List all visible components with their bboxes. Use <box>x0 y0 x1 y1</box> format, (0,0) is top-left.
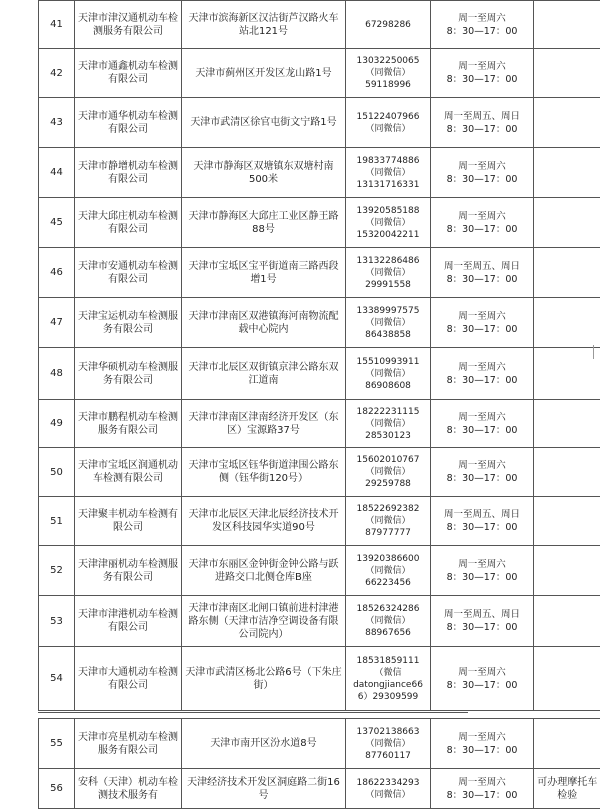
hours-line: 8：30—17：00 <box>434 744 530 757</box>
hours-line: 周一至周六 <box>434 12 530 25</box>
table-row <box>39 298 600 348</box>
station-phone <box>346 546 431 596</box>
page-break-line <box>38 712 468 713</box>
remark <box>534 348 600 400</box>
table-row <box>39 148 600 198</box>
station-address: 天津市滨海新区汉沽街芦汉路火车站北121号 <box>182 1 346 49</box>
hours-line: 周一至周六 <box>434 731 530 744</box>
station-name: 天津市宝坻区润通机动车检测有限公司 <box>75 448 182 497</box>
remark <box>534 497 600 546</box>
remark: 可办理摩托车检验 <box>534 769 600 809</box>
hours-line: 周一至周五、周日 <box>434 110 530 123</box>
table-row <box>39 596 600 647</box>
hours-line: 周一至周五、周日 <box>434 608 530 621</box>
phone-line: （同微信） <box>349 317 427 329</box>
station-table <box>38 0 600 711</box>
phone-line: （同微信） <box>349 466 427 478</box>
phone-line: 18531859111 <box>349 655 427 667</box>
phone-line: 87760117 <box>349 750 427 762</box>
row-number: 44 <box>39 148 75 198</box>
table-row <box>39 248 600 298</box>
hours-line: 8：30—17：00 <box>434 789 530 802</box>
station-address: 天津市武清区杨北公路6号（下朱庄街） <box>182 647 346 711</box>
station-name: 天津市津汉通机动车检测服务有限公司 <box>75 1 182 49</box>
station-address: 天津经济技术开发区洞庭路二街16号 <box>182 769 346 809</box>
hours-line: 周一至周五、周日 <box>434 260 530 273</box>
remark <box>534 298 600 348</box>
station-address: 天津市津南区双港镇海河南物流配载中心院内 <box>182 298 346 348</box>
business-hours <box>431 198 534 248</box>
row-number: 49 <box>39 400 75 448</box>
remark <box>534 546 600 596</box>
station-phone <box>346 49 431 98</box>
phone-line: 19833774886 <box>349 155 427 167</box>
row-number: 46 <box>39 248 75 298</box>
business-hours <box>431 647 534 711</box>
phone-line: （微信 <box>349 667 427 679</box>
remark <box>534 719 600 769</box>
hours-line: 周一至周六 <box>434 459 530 472</box>
business-hours <box>431 546 534 596</box>
phone-line: （同微信） <box>349 418 427 430</box>
table-row <box>39 546 600 596</box>
inspection-station-table-top <box>38 0 600 711</box>
business-hours <box>431 596 534 647</box>
table-row <box>39 1 600 49</box>
hours-line: 周一至周六 <box>434 310 530 323</box>
remark <box>534 98 600 148</box>
table-row <box>39 400 600 448</box>
hours-line: 周一至周六 <box>434 160 530 173</box>
hours-line: 周一至周六 <box>434 411 530 424</box>
station-address: 天津市静海区双塘镇东双塘村南500米 <box>182 148 346 198</box>
remark <box>534 148 600 198</box>
station-address: 天津市津南区北闸口镇前进村津港路东侧（天津市洁净空调设备有限公司院内） <box>182 596 346 647</box>
phone-line: （同微信） <box>349 738 427 750</box>
remark <box>534 1 600 49</box>
business-hours <box>431 400 534 448</box>
hours-line: 8：30—17：00 <box>434 424 530 437</box>
table-row <box>39 348 600 400</box>
station-name: 天津市亮星机动车检测服务有限公司 <box>75 719 182 769</box>
station-table-continued <box>38 718 600 809</box>
station-name: 天津聚丰机动车检测有限公司 <box>75 497 182 546</box>
phone-line: 18222231115 <box>349 406 427 418</box>
phone-line: （同微信） <box>349 267 427 279</box>
station-phone <box>346 400 431 448</box>
station-name: 安科（天津）机动车检测技术服务有 <box>75 769 182 809</box>
row-number: 55 <box>39 719 75 769</box>
hours-line: 周一至周六 <box>434 776 530 789</box>
phone-line: （同微信） <box>349 67 427 79</box>
phone-line: 18522692382 <box>349 503 427 515</box>
station-phone <box>346 647 431 711</box>
business-hours <box>431 448 534 497</box>
table-row <box>39 647 600 711</box>
row-number: 48 <box>39 348 75 400</box>
phone-line: 59118996 <box>349 79 427 91</box>
remark <box>534 198 600 248</box>
station-phone <box>346 348 431 400</box>
phone-line: 15510993911 <box>349 356 427 368</box>
phone-line: 13389997575 <box>349 305 427 317</box>
station-name: 天津大邱庄机动车检测有限公司 <box>75 198 182 248</box>
hours-line: 8：30—17：00 <box>434 173 530 186</box>
station-address: 天津市津南区津南经济开发区（东区）宝源路37号 <box>182 400 346 448</box>
station-address: 天津市静海区大邱庄工业区静王路88号 <box>182 198 346 248</box>
station-address: 天津市北辰区双街镇京津公路东双江道南 <box>182 348 346 400</box>
business-hours <box>431 769 534 809</box>
remark <box>534 400 600 448</box>
row-number: 54 <box>39 647 75 711</box>
phone-line: （同微信） <box>349 368 427 380</box>
phone-line: datongjiance66 <box>349 679 427 691</box>
hours-line: 周一至周六 <box>434 666 530 679</box>
station-name: 天津市鹏程机动车检测服务有限公司 <box>75 400 182 448</box>
remark <box>534 596 600 647</box>
row-number: 52 <box>39 546 75 596</box>
station-phone <box>346 1 431 49</box>
hours-line: 8：30—17：00 <box>434 521 530 534</box>
station-phone <box>346 769 431 809</box>
phone-line: （同微信） <box>349 615 427 627</box>
remark <box>534 647 600 711</box>
phone-line: 13920386600 <box>349 553 427 565</box>
station-name: 天津市静增机动车检测有限公司 <box>75 148 182 198</box>
business-hours <box>431 298 534 348</box>
row-number: 56 <box>39 769 75 809</box>
row-number: 53 <box>39 596 75 647</box>
business-hours <box>431 248 534 298</box>
hours-line: 8：30—17：00 <box>434 123 530 136</box>
station-name: 天津市安通机动车检测有限公司 <box>75 248 182 298</box>
row-number: 45 <box>39 198 75 248</box>
hours-line: 周一至周六 <box>434 361 530 374</box>
business-hours <box>431 348 534 400</box>
station-phone <box>346 719 431 769</box>
hours-line: 8：30—17：00 <box>434 25 530 38</box>
table-row <box>39 448 600 497</box>
hours-line: 周一至周六 <box>434 558 530 571</box>
station-name: 天津津丽机动车检测服务有限公司 <box>75 546 182 596</box>
phone-line: （同微信） <box>349 167 427 179</box>
scroll-edge-marker <box>593 345 600 359</box>
phone-line: （同微信） <box>349 123 427 135</box>
phone-line: 18526324286 <box>349 603 427 615</box>
station-address: 天津市宝坻区宝平街道南三路西段增1号 <box>182 248 346 298</box>
station-phone <box>346 248 431 298</box>
business-hours <box>431 719 534 769</box>
phone-line: 15122407966 <box>349 111 427 123</box>
row-number: 51 <box>39 497 75 546</box>
station-phone <box>346 448 431 497</box>
phone-line: 28530123 <box>349 430 427 442</box>
table-row <box>39 769 600 809</box>
station-name: 天津市津港机动车检测有限公司 <box>75 596 182 647</box>
table-row <box>39 98 600 148</box>
hours-line: 周一至周六 <box>434 60 530 73</box>
table-row <box>39 198 600 248</box>
station-phone <box>346 198 431 248</box>
hours-line: 8：30—17：00 <box>434 679 530 692</box>
phone-line: 13920585188 <box>349 205 427 217</box>
hours-line: 8：30—17：00 <box>434 323 530 336</box>
station-address: 天津市武清区徐官屯街文宁路1号 <box>182 98 346 148</box>
table-row <box>39 49 600 98</box>
business-hours <box>431 148 534 198</box>
phone-line: 86908608 <box>349 380 427 392</box>
station-name: 天津宝运机动车检测服务有限公司 <box>75 298 182 348</box>
station-address: 天津市北辰区天津北辰经济技术开发区科技园华实道90号 <box>182 497 346 546</box>
hours-line: 8：30—17：00 <box>434 73 530 86</box>
business-hours <box>431 98 534 148</box>
phone-line: 15320042211 <box>349 229 427 241</box>
phone-line: 29991558 <box>349 279 427 291</box>
inspection-station-table-bottom <box>38 718 600 809</box>
station-address: 天津市蓟州区开发区龙山路1号 <box>182 49 346 98</box>
phone-line: 88967656 <box>349 627 427 639</box>
phone-line: 15602010767 <box>349 454 427 466</box>
row-number: 47 <box>39 298 75 348</box>
hours-line: 8：30—17：00 <box>434 374 530 387</box>
hours-line: 8：30—17：00 <box>434 472 530 485</box>
station-name: 天津市大通机动车检测有限公司 <box>75 647 182 711</box>
row-number: 43 <box>39 98 75 148</box>
table-row <box>39 497 600 546</box>
business-hours <box>431 49 534 98</box>
row-number: 50 <box>39 448 75 497</box>
business-hours <box>431 497 534 546</box>
phone-line: （同微信） <box>349 515 427 527</box>
business-hours <box>431 1 534 49</box>
phone-line: 87977777 <box>349 527 427 539</box>
phone-line: （同微信） <box>349 789 427 801</box>
hours-line: 周一至周六 <box>434 210 530 223</box>
hours-line: 8：30—17：00 <box>434 571 530 584</box>
hours-line: 8：30—17：00 <box>434 273 530 286</box>
phone-line: 67298286 <box>349 19 427 31</box>
station-address: 天津市宝坻区钰华街道津围公路东侧（钰华街120号） <box>182 448 346 497</box>
phone-line: （同微信） <box>349 217 427 229</box>
station-name: 天津市通鑫机动车检测有限公司 <box>75 49 182 98</box>
station-phone <box>346 497 431 546</box>
station-name: 天津市通华机动车检测有限公司 <box>75 98 182 148</box>
table-row <box>39 719 600 769</box>
phone-line: 6）29309599 <box>349 691 427 703</box>
phone-line: 18622334293 <box>349 777 427 789</box>
hours-line: 8：30—17：00 <box>434 223 530 236</box>
phone-line: 13131716331 <box>349 179 427 191</box>
row-number: 41 <box>39 1 75 49</box>
station-address: 天津市东丽区金钟街金钟公路与跃进路交口北侧仓库B座 <box>182 546 346 596</box>
station-phone <box>346 148 431 198</box>
phone-line: 13702138663 <box>349 726 427 738</box>
hours-line: 8：30—17：00 <box>434 621 530 634</box>
remark <box>534 49 600 98</box>
row-number: 42 <box>39 49 75 98</box>
station-name: 天津华硕机动车检测服务有限公司 <box>75 348 182 400</box>
station-address: 天津市南开区汾水道8号 <box>182 719 346 769</box>
phone-line: 13132286486 <box>349 255 427 267</box>
station-phone <box>346 98 431 148</box>
remark <box>534 448 600 497</box>
station-phone <box>346 596 431 647</box>
station-phone <box>346 298 431 348</box>
phone-line: 86438858 <box>349 329 427 341</box>
phone-line: 29259788 <box>349 478 427 490</box>
phone-line: （同微信） <box>349 565 427 577</box>
hours-line: 周一至周五、周日 <box>434 508 530 521</box>
remark <box>534 248 600 298</box>
phone-line: 13032250065 <box>349 55 427 67</box>
phone-line: 66223456 <box>349 577 427 589</box>
